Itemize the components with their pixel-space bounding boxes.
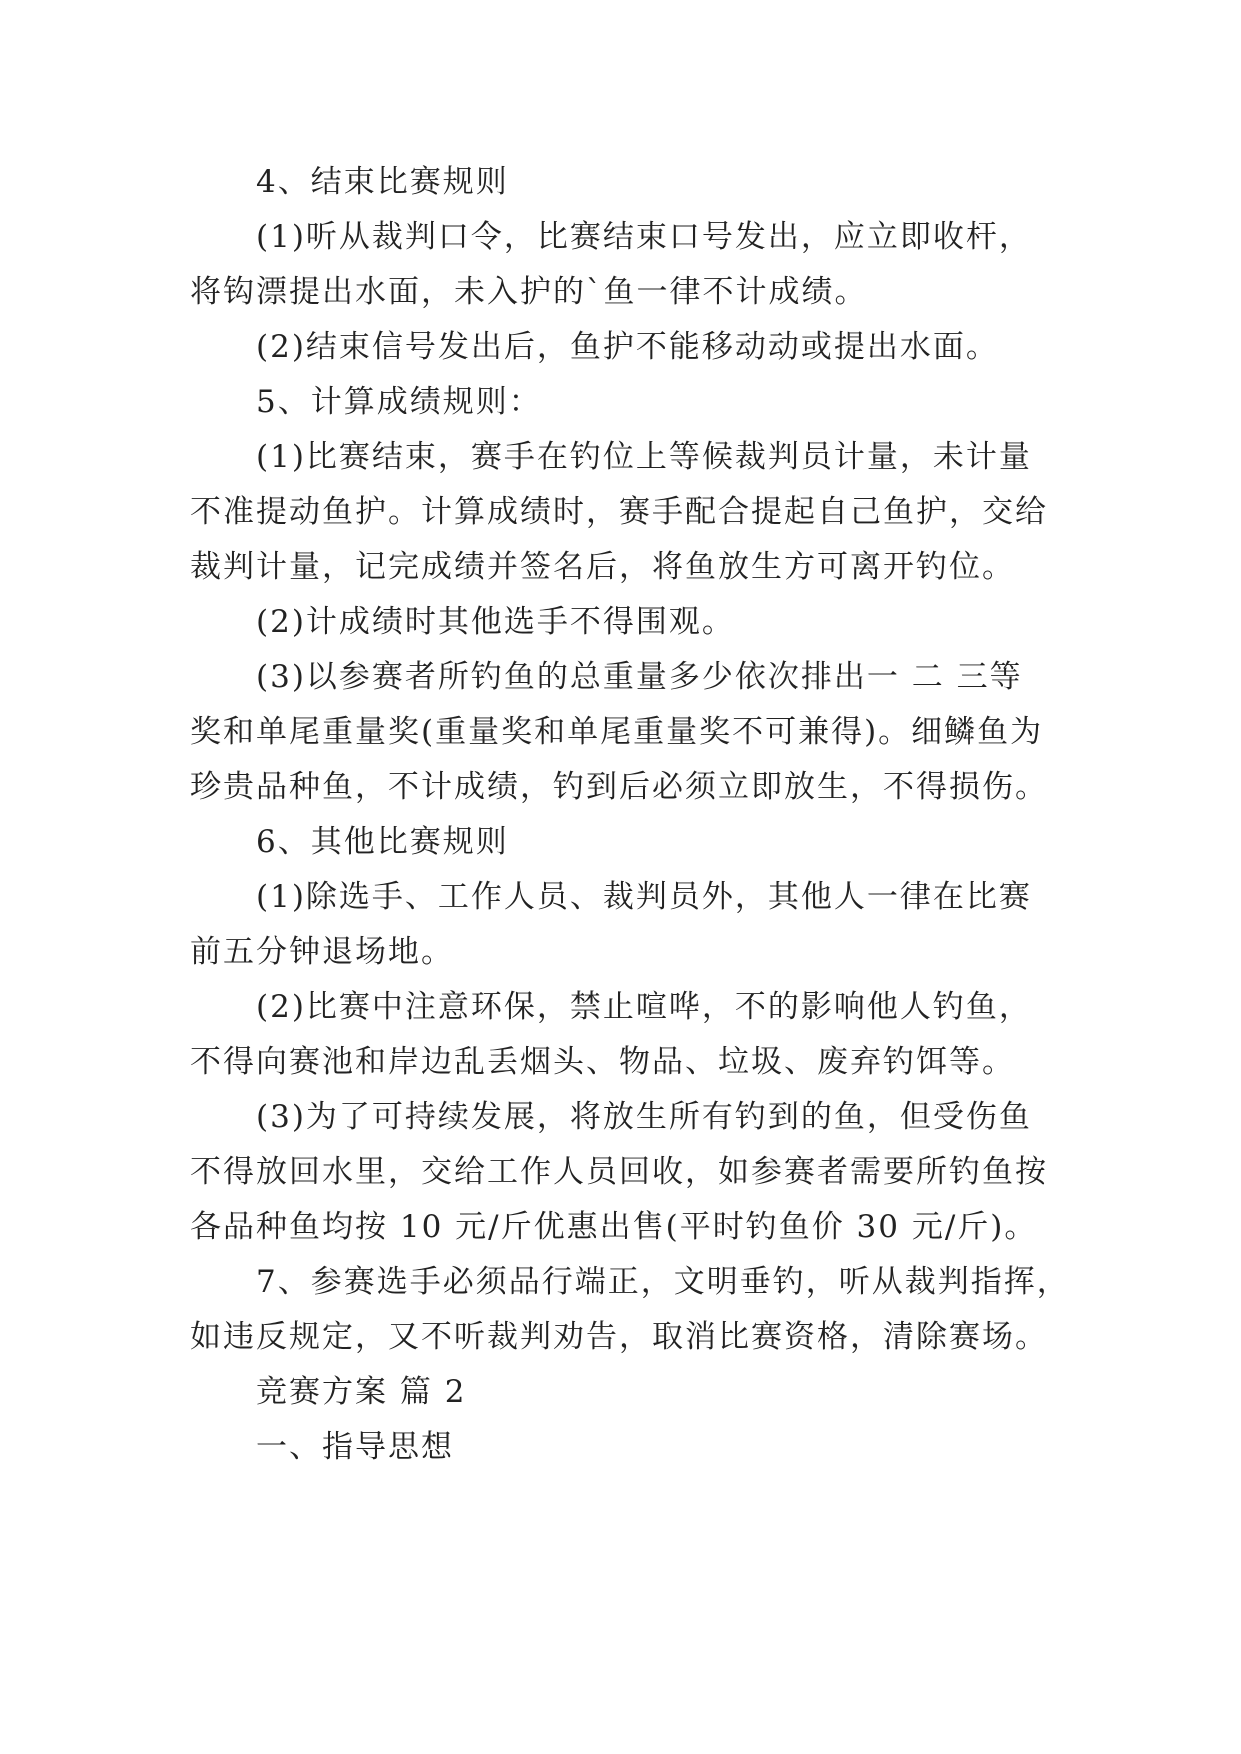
paragraph-line: (2)计成绩时其他选手不得围观。 bbox=[256, 604, 735, 640]
section-heading-5: 5、计算成绩规则： bbox=[256, 384, 542, 420]
paragraph-line: 不得向赛池和岸边乱丢烟头、物品、垃圾、废弃钓饵等。 bbox=[190, 1044, 1015, 1080]
plan-title: 竞赛方案 篇 2 bbox=[256, 1374, 467, 1410]
section-heading-4: 4、结束比赛规则 bbox=[256, 164, 509, 200]
section-heading-7: 7、参赛选手必须品行端正，文明垂钓，听从裁判指挥， bbox=[256, 1264, 1070, 1300]
paragraph-line: (3)为了可持续发展，将放生所有钓到的鱼，但受伤鱼 bbox=[256, 1099, 1032, 1135]
paragraph-line: (1)除选手、工作人员、裁判员外，其他人一律在比赛 bbox=[256, 879, 1032, 915]
section-heading-guiding-idea: 一、指导思想 bbox=[256, 1429, 454, 1465]
paragraph-line: (1)比赛结束，赛手在钓位上等候裁判员计量，未计量 bbox=[256, 439, 1032, 475]
paragraph-line: (2)结束信号发出后，鱼护不能移动动或提出水面。 bbox=[256, 329, 999, 365]
paragraph-line: 不得放回水里，交给工作人员回收，如参赛者需要所钓鱼按 bbox=[190, 1154, 1048, 1190]
paragraph-line: (1)听从裁判口令，比赛结束口号发出，应立即收杆， bbox=[256, 219, 1032, 255]
paragraph-line: 不准提动鱼护。计算成绩时，赛手配合提起自己鱼护，交给 bbox=[190, 494, 1048, 530]
paragraph-line: 各品种鱼均按 10 元/斤优惠出售(平时钓鱼价 30 元/斤)。 bbox=[190, 1209, 1038, 1245]
paragraph-line: (2)比赛中注意环保，禁止喧哗，不的影响他人钓鱼， bbox=[256, 989, 1032, 1025]
paragraph-line: 珍贵品种鱼，不计成绩，钓到后必须立即放生，不得损伤。 bbox=[190, 769, 1048, 805]
paragraph-line: 将钩漂提出水面，未入护的`鱼一律不计成绩。 bbox=[190, 274, 868, 310]
paragraph-line: 前五分钟退场地。 bbox=[190, 934, 454, 970]
paragraph-line: 奖和单尾重量奖(重量奖和单尾重量奖不可兼得)。细鳞鱼为 bbox=[190, 714, 1044, 750]
paragraph-line: 如违反规定，又不听裁判劝告，取消比赛资格，清除赛场。 bbox=[190, 1319, 1048, 1355]
paragraph-line: 裁判计量，记完成绩并签名后，将鱼放生方可离开钓位。 bbox=[190, 549, 1015, 585]
paragraph-line: (3)以参赛者所钓鱼的总重量多少依次排出一 二 三等 bbox=[256, 659, 1023, 695]
section-heading-6: 6、其他比赛规则 bbox=[256, 824, 509, 860]
